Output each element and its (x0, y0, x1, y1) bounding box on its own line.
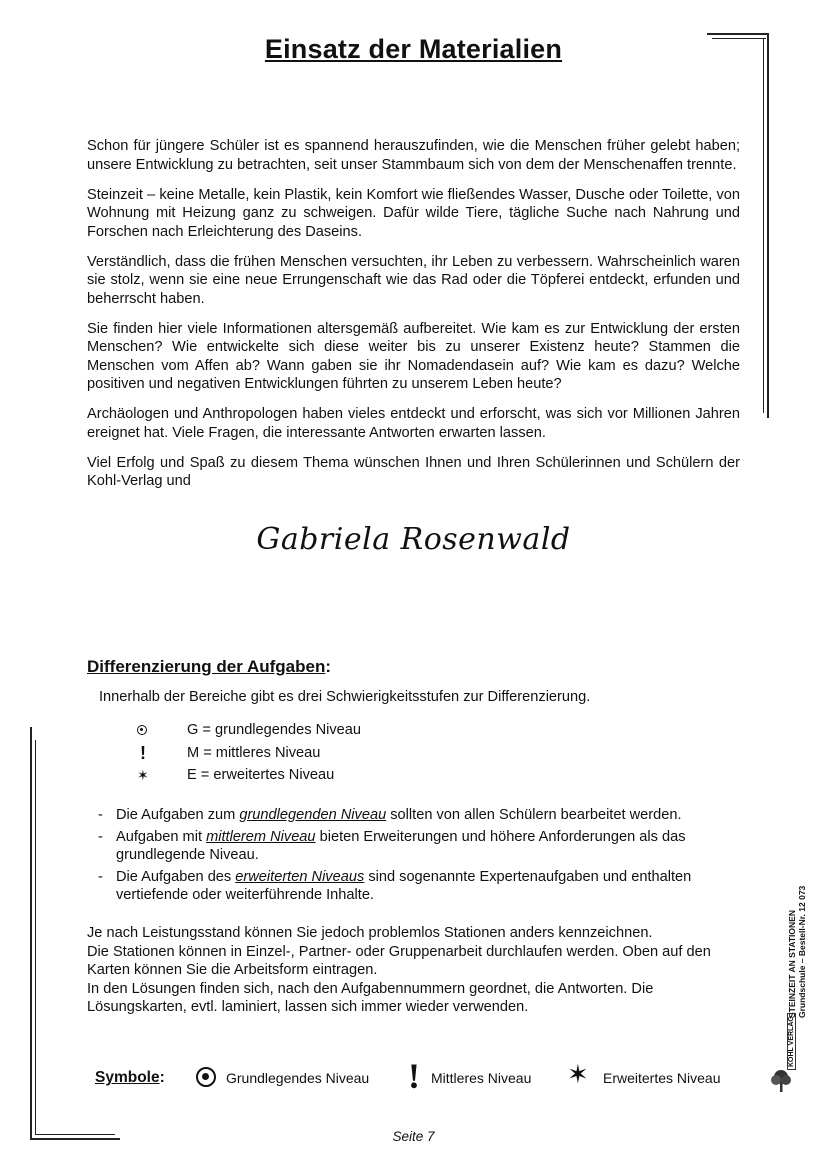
bullet-text: Die Aufgaben zum (116, 807, 240, 823)
bullet-text: sind sogenannte Expertenaufgaben und enthalten vertiefende oder weiterführende Inhalte. (116, 868, 692, 903)
signature: Gabriela Rosenwald (256, 522, 571, 557)
bullet-text: Aufgaben mit (116, 828, 207, 845)
side-caption-line: STEINZEIT AN STATIONEN (787, 910, 797, 1018)
dash-marker: - (98, 828, 103, 845)
intro-paragraph: Verständlich, dass die frühen Menschen versuchten, ihr Leben zu verbessern. Wahrscheinlich waren sie stolz, wenn sie eine neue Errungenschaft wie das Rad oder die Töpferei entdeckt, erfunden und beherrscht haben. (87, 253, 740, 307)
legend-label-text: Symbole (95, 1069, 160, 1086)
dash-marker: - (98, 868, 103, 885)
bullet-text: sollten von allen Schülern bearbeitet werden. (386, 807, 682, 823)
frame-right-vertical-inner (763, 38, 764, 413)
level-item (136, 742, 361, 765)
bullet-item (98, 806, 738, 825)
closing-text (87, 924, 747, 1017)
intro-paragraph: Schon für jüngere Schüler ist es spannend herauszufinden, wie die Menschen früher gelebt haben; unsere Entwicklung zu betrachten, seit unser Stammbaum sich von dem der Menschenaffen trennte. (87, 138, 740, 173)
bullet-item (98, 828, 738, 865)
bullet-item (98, 868, 738, 905)
exclamation-icon: ! (408, 1056, 420, 1096)
intro-paragraph: Steinzeit – keine Metalle, kein Plastik, kein Komfort wie fließendes Wasser, Dusche oder Toilette, von Wohnung mit Heizung ganz zu schweigen. Dafür wilde Tiere, tägliche Suche nach Nahrung und Forschen nach Erleichterung des Daseins. (87, 186, 740, 240)
bullet-text: Die Aufgaben des (116, 868, 236, 885)
closing-line: Karten können Sie die Arbeitsform eintragen. (87, 962, 378, 978)
bullet-list (98, 806, 738, 908)
closing-line: Lösungskarten, evtl. laminiert, lassen sich immer wieder verwenden. (87, 999, 529, 1015)
section-intro: Innerhalb der Bereiche gibt es drei Schwierigkeitsstufen zur Differenzierung. (99, 689, 591, 705)
legend-item: Grundlegendes Niveau (226, 1070, 370, 1086)
intro-paragraph: Archäologen und Anthropologen haben vieles entdeckt und erforscht, was sich vor Millionen Jahren ereignet hat. Viele Fragen, die interessante Antworten erwarten lassen. (87, 406, 740, 441)
level-item (136, 764, 361, 787)
legend-label (95, 1069, 165, 1087)
side-caption (787, 886, 807, 1018)
closing-line: Je nach Leistungsstand können Sie jedoch problemlos Stationen anders kennzeichnen. (87, 925, 653, 941)
intro-paragraph: Viel Erfolg und Spaß zu diesem Thema wünschen Ihnen und Ihren Schülerinnen und Schülern der Kohl-Verlag und (87, 454, 740, 489)
intro-text (87, 137, 740, 502)
publisher-logo: KOHL VERLAG (787, 1013, 796, 1070)
section-heading-colon: : (325, 657, 332, 676)
legend-label-colon: : (159, 1069, 165, 1086)
exclamation-icon: ! (140, 742, 146, 763)
section-heading-text: Differenzierung der Aufgaben (87, 657, 326, 676)
frame-left-vertical-inner (35, 740, 36, 1135)
legend-item: Erweitertes Niveau (603, 1070, 721, 1086)
tree-logo-icon (770, 1068, 792, 1094)
side-caption-line: Grundschule – Bestell-Nr. 12 073 (797, 885, 807, 1018)
dash-marker: - (98, 807, 103, 823)
bullet-emphasis: grundlegenden Niveau (239, 807, 387, 823)
level-list (136, 719, 361, 787)
star-icon: ✶ (137, 767, 149, 784)
symbol-legend (95, 1058, 745, 1098)
level-item (136, 719, 361, 742)
legend-item: Mittleres Niveau (431, 1070, 532, 1086)
intro-paragraph: Sie finden hier viele Informationen altersgemäß aufbereitet. Wie kam es zur Entwicklung der ersten Menschen? Wie entwickelte sich diese weiter bis zu unserer Existenz heute? Stammen die Menschen vom Affen ab? Wann gaben sie ihr Nomadendasein auf? Wie kam es dazu? Welche positiven und negativen Entwicklungen führten zu unserem Leben heute? (87, 320, 740, 392)
star-icon: ✶ (567, 1059, 589, 1089)
page-title: Einsatz der Materialien (264, 34, 563, 64)
bullet-emphasis: erweiterten Niveaus (235, 868, 365, 885)
frame-left-vertical (30, 727, 32, 1140)
closing-line: Die Stationen können in Einzel-, Partner- oder Gruppenarbeit durchlaufen werden. Oben auf den (87, 943, 711, 960)
bullet-text: bieten Erweiterungen und höhere Anforderungen als das grundlegende Niveau. (116, 828, 686, 863)
level-text: E = erweitertes Niveau (187, 767, 335, 784)
level-text: M = mittleres Niveau (187, 744, 321, 761)
frame-right-vertical (767, 33, 769, 418)
target-icon (196, 1067, 216, 1087)
page-number: Seite 7 (392, 1129, 435, 1144)
target-icon (137, 725, 147, 735)
closing-line: In den Lösungen finden sich, nach den Aufgabennummern geordnet, die Antworten. Die (87, 980, 654, 997)
bullet-emphasis: mittlerem Niveau (206, 828, 316, 845)
level-text: G = grundlegendes Niveau (187, 722, 362, 739)
section-heading (87, 657, 331, 677)
